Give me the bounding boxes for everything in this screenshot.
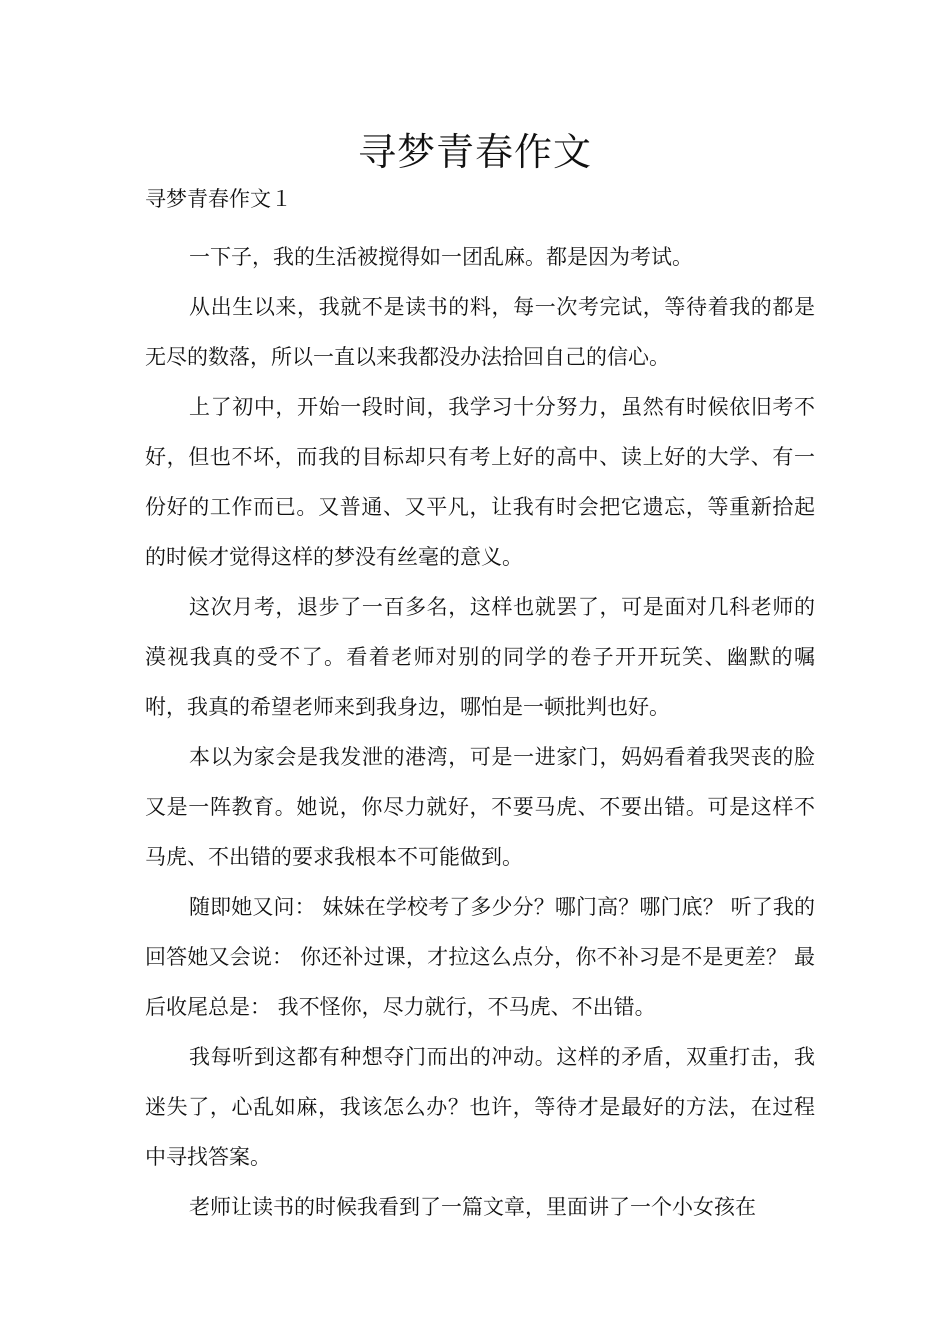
paragraph: 随即她又问： 妹妹在学校考了多少分？哪门高？哪门底？ 听了我的回答她又会说： 你还补过课，才拉这么点分，你不补习是不是更差？ 最后收尾总是： 我不怪你，尽力就行，不马虎、不出错。 xyxy=(145,895,815,1019)
paragraph: 我每听到这都有种想夺门而出的冲动。这样的矛盾，双重打击，我迷失了，心乱如麻，我该怎么办？也许，等待才是最好的方法，在过程中寻找答案。 xyxy=(145,1045,815,1169)
paragraph: 本以为家会是我发泄的港湾，可是一进家门，妈妈看着我哭丧的脸又是一阵教育。她说，你尽力就好，不要马虎、不要出错。可是这样不马虎、不出错的要求我根本不可能做到。 xyxy=(145,745,815,869)
paragraph: 这次月考，退步了一百多名，这样也就罢了，可是面对几科老师的漠视我真的受不了。看着老师对别的同学的卷子开开玩笑、幽默的嘱咐，我真的希望老师来到我身边，哪怕是一顿批判也好。 xyxy=(145,595,815,719)
document-body xyxy=(145,232,815,1232)
paragraph: 从出生以来，我就不是读书的料，每一次考完试，等待着我的都是无尽的数落，所以一直以来我都没办法拾回自己的信心。 xyxy=(145,295,815,369)
paragraph: 老师让读书的时候我看到了一篇文章，里面讲了一个小女孩在 xyxy=(189,1195,756,1219)
paragraph: 上了初中，开始一段时间，我学习十分努力，虽然有时候依旧考不好，但也不坏，而我的目标却只有考上好的高中、读上好的大学、有一份好的工作而已。又普通、又平凡，让我有时会把它遗忘，等重新拾起的时候才觉得这样的梦没有丝毫的意义。 xyxy=(145,395,815,569)
document-subtitle: 寻梦青春作文１ xyxy=(145,187,292,211)
paragraph: 一下子，我的生活被搅得如一团乱麻。都是因为考试。 xyxy=(189,245,693,269)
document-title: 寻梦青春作文 xyxy=(357,130,592,174)
